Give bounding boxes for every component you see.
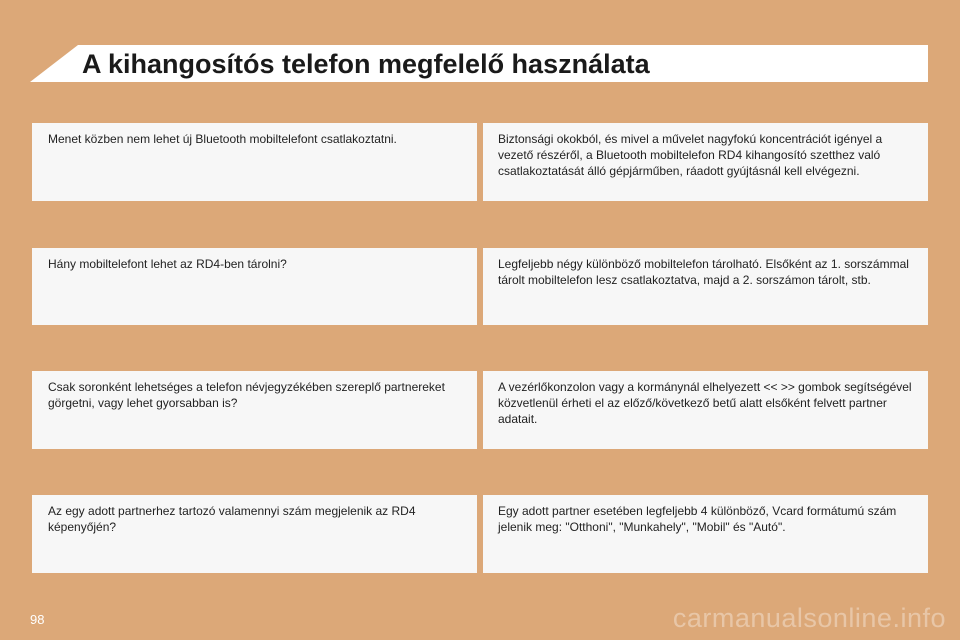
faq-question-2: Hány mobiltelefont lehet az RD4-ben tárolni? bbox=[32, 248, 477, 325]
faq-answer-2: Legfeljebb négy különböző mobiltelefon tárolható. Elsőként az 1. sorszámmal tárolt mobiltelefon lesz csatlakoztatva, majd a 2. sorszámon tárolt, stb. bbox=[483, 248, 928, 325]
page-number: 98 bbox=[30, 612, 45, 627]
faq-answer-4: Egy adott partner esetében legfeljebb 4 különböző, Vcard formátumú szám jelenik meg: "Otthoni", "Munkahely", "Mobil" és "Autó". bbox=[483, 495, 928, 573]
faq-question-1: Menet közben nem lehet új Bluetooth mobiltelefont csatlakoztatni. bbox=[32, 123, 477, 201]
page-title: A kihangosítós telefon megfelelő használata bbox=[82, 49, 650, 79]
faq-answer-3: A vezérlőkonzolon vagy a kormánynál elhelyezett << >> gombok segítségével közvetlenül érheti el az előző/következő betű alatt elsőként felvett partner adatait. bbox=[483, 371, 928, 449]
faq-question-3: Csak soronként lehetséges a telefon névjegyzékében szereplő partnereket görgetni, vagy lehet gyorsabban is? bbox=[32, 371, 477, 449]
watermark: carmanualsonline.info bbox=[672, 603, 946, 633]
faq-answer-1: Biztonsági okokból, és mivel a művelet nagyfokú koncentrációt igényel a vezető részéről, a Bluetooth mobiltelefon RD4 kihangosító szetthez való csatlakoztatását álló gépjárműben, ráadott gyújtásnál kell elvégezni. bbox=[483, 123, 928, 201]
faq-question-4: Az egy adott partnerhez tartozó valamennyi szám megjelenik az RD4 képenyőjén? bbox=[32, 495, 477, 573]
